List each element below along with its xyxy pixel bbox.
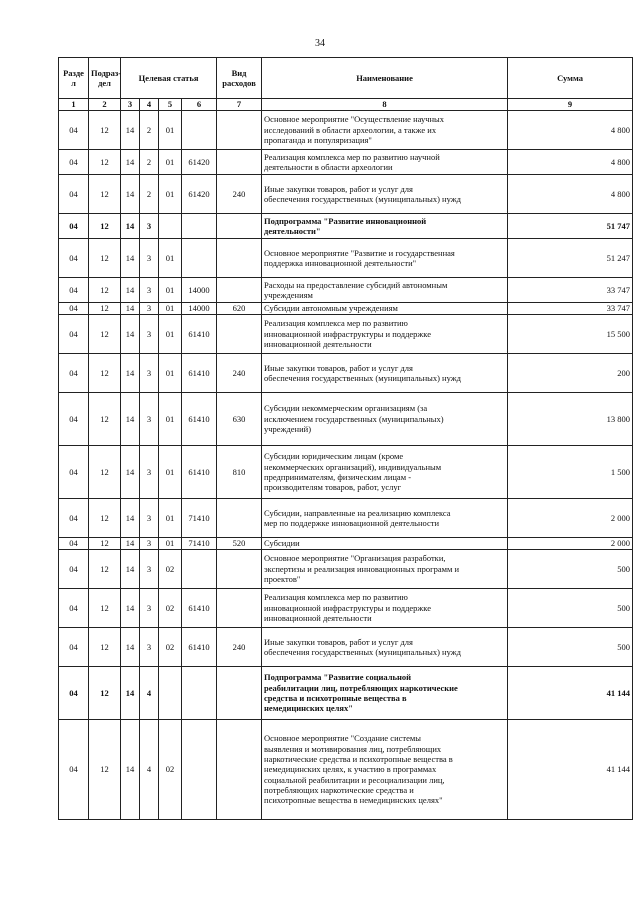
direction-cell: 61410 [182, 589, 217, 628]
column-number: 4 [140, 99, 159, 111]
sum-cell: 1 500 [508, 446, 633, 499]
razdel-cell: 04 [59, 278, 89, 303]
sum-cell: 13 800 [508, 393, 633, 446]
vid-rashodov-cell [217, 214, 262, 239]
table-row [59, 111, 633, 150]
table-row [59, 354, 633, 393]
podrazdel-cell: 12 [89, 589, 121, 628]
column-number: 9 [508, 99, 633, 111]
vid-rashodov-cell [217, 550, 262, 589]
razdel-cell: 04 [59, 499, 89, 538]
podrazdel-cell: 12 [89, 538, 121, 550]
name-cell: Основное мероприятие "Создание системы выявления и мотивирования лиц, потребляющих наркотические средства и психотропные вещества в немедицинских целях, к участию в программах социальной реабилитации и ресоциализации лиц, потребляющих наркотические средства и психотропные вещества в немедицинских целях" [262, 720, 508, 820]
name-cell: Субсидии некоммерческим организациям (за исключением государственных (муниципальных) учреждений) [262, 393, 508, 446]
event-cell: 01 [159, 239, 182, 278]
column-number: 2 [89, 99, 121, 111]
razdel-cell: 04 [59, 354, 89, 393]
event-cell: 01 [159, 446, 182, 499]
vid-rashodov-cell [217, 667, 262, 720]
sum-cell: 33 747 [508, 303, 633, 315]
podrazdel-cell: 12 [89, 550, 121, 589]
direction-cell [182, 550, 217, 589]
razdel-cell: 04 [59, 303, 89, 315]
table-row [59, 239, 633, 278]
direction-cell [182, 667, 217, 720]
podrazdel-cell: 12 [89, 111, 121, 150]
name-cell: Субсидии [262, 538, 508, 550]
column-number: 1 [59, 99, 89, 111]
sum-cell: 2 000 [508, 538, 633, 550]
subprogram-cell: 3 [140, 214, 159, 239]
subprogram-cell: 3 [140, 446, 159, 499]
program-cell: 14 [121, 354, 140, 393]
event-cell: 02 [159, 720, 182, 820]
subprogram-cell: 3 [140, 550, 159, 589]
column-number-row [59, 99, 633, 111]
table-row [59, 499, 633, 538]
podrazdel-cell: 12 [89, 175, 121, 214]
header-naimenovanie: Наименование [262, 58, 508, 99]
subprogram-cell: 3 [140, 239, 159, 278]
name-cell: Подпрограмма "Развитие инновационной деятельности" [262, 214, 508, 239]
header-summa: Сумма [508, 58, 633, 99]
event-cell [159, 667, 182, 720]
table-row [59, 278, 633, 303]
razdel-cell: 04 [59, 550, 89, 589]
direction-cell [182, 720, 217, 820]
event-cell: 01 [159, 111, 182, 150]
subprogram-cell: 2 [140, 175, 159, 214]
razdel-cell: 04 [59, 667, 89, 720]
name-cell: Реализация комплекса мер по развитию научной деятельности в области археологии [262, 150, 508, 175]
podrazdel-cell: 12 [89, 354, 121, 393]
razdel-cell: 04 [59, 175, 89, 214]
podrazdel-cell: 12 [89, 446, 121, 499]
podrazdel-cell: 12 [89, 150, 121, 175]
podrazdel-cell: 12 [89, 303, 121, 315]
name-cell: Подпрограмма "Развитие социальной реабилитации лиц, потребляющих наркотические средства и психотропные вещества в немедицинских целях" [262, 667, 508, 720]
name-cell: Реализация комплекса мер по развитию инновационной инфраструктуры и поддержке инновационной деятельности [262, 589, 508, 628]
table-header-row [59, 58, 633, 99]
razdel-cell: 04 [59, 239, 89, 278]
program-cell: 14 [121, 499, 140, 538]
vid-rashodov-cell: 620 [217, 303, 262, 315]
vid-rashodov-cell: 810 [217, 446, 262, 499]
table-row [59, 720, 633, 820]
name-cell: Реализация комплекса мер по развитию инновационной инфраструктуры и поддержке инновационной деятельности [262, 315, 508, 354]
name-cell: Иные закупки товаров, работ и услуг для обеспечения государственных (муниципальных) нужд [262, 175, 508, 214]
direction-cell: 61420 [182, 150, 217, 175]
program-cell: 14 [121, 214, 140, 239]
razdel-cell: 04 [59, 111, 89, 150]
table-row [59, 667, 633, 720]
sum-cell: 51 747 [508, 214, 633, 239]
razdel-cell: 04 [59, 538, 89, 550]
podrazdel-cell: 12 [89, 214, 121, 239]
sum-cell: 4 800 [508, 175, 633, 214]
event-cell: 01 [159, 278, 182, 303]
vid-rashodov-cell [217, 499, 262, 538]
program-cell: 14 [121, 150, 140, 175]
razdel-cell: 04 [59, 150, 89, 175]
subprogram-cell: 2 [140, 150, 159, 175]
vid-rashodov-cell: 520 [217, 538, 262, 550]
direction-cell: 61410 [182, 628, 217, 667]
direction-cell: 61420 [182, 175, 217, 214]
event-cell: 01 [159, 393, 182, 446]
program-cell: 14 [121, 315, 140, 354]
event-cell: 01 [159, 499, 182, 538]
sum-cell: 4 800 [508, 150, 633, 175]
direction-cell: 61410 [182, 354, 217, 393]
column-number: 3 [121, 99, 140, 111]
podrazdel-cell: 12 [89, 667, 121, 720]
direction-cell [182, 111, 217, 150]
table-row [59, 589, 633, 628]
column-number: 8 [262, 99, 508, 111]
event-cell: 01 [159, 354, 182, 393]
sum-cell: 51 247 [508, 239, 633, 278]
subprogram-cell: 3 [140, 538, 159, 550]
vid-rashodov-cell [217, 315, 262, 354]
program-cell: 14 [121, 303, 140, 315]
event-cell: 02 [159, 628, 182, 667]
event-cell: 01 [159, 315, 182, 354]
header-celevaya-statya: Целевая статья [121, 58, 217, 99]
subprogram-cell: 3 [140, 354, 159, 393]
direction-cell: 14000 [182, 303, 217, 315]
program-cell: 14 [121, 589, 140, 628]
sum-cell: 15 500 [508, 315, 633, 354]
event-cell: 01 [159, 303, 182, 315]
subprogram-cell: 3 [140, 393, 159, 446]
vid-rashodov-cell [217, 239, 262, 278]
direction-cell: 71410 [182, 499, 217, 538]
name-cell: Иные закупки товаров, работ и услуг для обеспечения государственных (муниципальных) нужд [262, 628, 508, 667]
vid-rashodov-cell [217, 111, 262, 150]
table-body [59, 111, 633, 820]
program-cell: 14 [121, 393, 140, 446]
name-cell: Расходы на предоставление субсидий автономным учреждениям [262, 278, 508, 303]
podrazdel-cell: 12 [89, 239, 121, 278]
podrazdel-cell: 12 [89, 628, 121, 667]
header-vid-rashodov: Вид расходов [217, 58, 262, 99]
razdel-cell: 04 [59, 589, 89, 628]
sum-cell: 2 000 [508, 499, 633, 538]
sum-cell: 500 [508, 550, 633, 589]
vid-rashodov-cell [217, 720, 262, 820]
subprogram-cell: 4 [140, 667, 159, 720]
direction-cell: 61410 [182, 446, 217, 499]
program-cell: 14 [121, 550, 140, 589]
column-number: 6 [182, 99, 217, 111]
vid-rashodov-cell [217, 150, 262, 175]
direction-cell: 61410 [182, 393, 217, 446]
sum-cell: 500 [508, 589, 633, 628]
name-cell: Субсидии юридическим лицам (кроме некоммерческих организаций), индивидуальным предпринимателям, физическим лицам - производителям товаров, работ, услуг [262, 446, 508, 499]
sum-cell: 41 144 [508, 667, 633, 720]
name-cell: Субсидии, направленные на реализацию комплекса мер по поддержке инновационной деятельности [262, 499, 508, 538]
sum-cell: 4 800 [508, 111, 633, 150]
vid-rashodov-cell: 240 [217, 628, 262, 667]
program-cell: 14 [121, 538, 140, 550]
table-row [59, 303, 633, 315]
page-number: 34 [315, 38, 325, 49]
subprogram-cell: 3 [140, 278, 159, 303]
name-cell: Субсидии автономным учреждениям [262, 303, 508, 315]
razdel-cell: 04 [59, 393, 89, 446]
direction-cell [182, 214, 217, 239]
razdel-cell: 04 [59, 720, 89, 820]
program-cell: 14 [121, 239, 140, 278]
subprogram-cell: 3 [140, 303, 159, 315]
table-row [59, 628, 633, 667]
razdel-cell: 04 [59, 214, 89, 239]
header-podrazdel: Подраз- дел [89, 58, 121, 99]
razdel-cell: 04 [59, 628, 89, 667]
subprogram-cell: 3 [140, 589, 159, 628]
event-cell: 02 [159, 589, 182, 628]
program-cell: 14 [121, 111, 140, 150]
program-cell: 14 [121, 720, 140, 820]
vid-rashodov-cell [217, 278, 262, 303]
event-cell [159, 214, 182, 239]
event-cell: 01 [159, 538, 182, 550]
program-cell: 14 [121, 278, 140, 303]
table-row [59, 550, 633, 589]
name-cell: Основное мероприятие "Осуществление научных исследований в области археологии, а также их пропаганда и популяризация" [262, 111, 508, 150]
direction-cell: 61410 [182, 315, 217, 354]
table-row [59, 315, 633, 354]
event-cell: 01 [159, 150, 182, 175]
name-cell: Иные закупки товаров, работ и услуг для обеспечения государственных (муниципальных) нужд [262, 354, 508, 393]
subprogram-cell: 4 [140, 720, 159, 820]
name-cell: Основное мероприятие "Развитие и государственная поддержка инновационной деятельности" [262, 239, 508, 278]
razdel-cell: 04 [59, 315, 89, 354]
podrazdel-cell: 12 [89, 315, 121, 354]
header-razdel: Разде л [59, 58, 89, 99]
table-row [59, 393, 633, 446]
podrazdel-cell: 12 [89, 278, 121, 303]
subprogram-cell: 2 [140, 111, 159, 150]
name-cell: Основное мероприятие "Организация разработки, экспертизы и реализация инновационных программ и проектов" [262, 550, 508, 589]
program-cell: 14 [121, 446, 140, 499]
column-number: 5 [159, 99, 182, 111]
table-row [59, 446, 633, 499]
column-number: 7 [217, 99, 262, 111]
vid-rashodov-cell: 630 [217, 393, 262, 446]
vid-rashodov-cell: 240 [217, 175, 262, 214]
podrazdel-cell: 12 [89, 720, 121, 820]
event-cell: 02 [159, 550, 182, 589]
program-cell: 14 [121, 628, 140, 667]
budget-table [58, 57, 633, 820]
program-cell: 14 [121, 175, 140, 214]
podrazdel-cell: 12 [89, 393, 121, 446]
subprogram-cell: 3 [140, 628, 159, 667]
direction-cell: 71410 [182, 538, 217, 550]
table-row [59, 150, 633, 175]
direction-cell [182, 239, 217, 278]
podrazdel-cell: 12 [89, 499, 121, 538]
vid-rashodov-cell: 240 [217, 354, 262, 393]
table-row [59, 175, 633, 214]
subprogram-cell: 3 [140, 315, 159, 354]
program-cell: 14 [121, 667, 140, 720]
sum-cell: 200 [508, 354, 633, 393]
sum-cell: 41 144 [508, 720, 633, 820]
event-cell: 01 [159, 175, 182, 214]
table-row [59, 214, 633, 239]
subprogram-cell: 3 [140, 499, 159, 538]
vid-rashodov-cell [217, 589, 262, 628]
direction-cell: 14000 [182, 278, 217, 303]
table-row [59, 538, 633, 550]
sum-cell: 500 [508, 628, 633, 667]
razdel-cell: 04 [59, 446, 89, 499]
sum-cell: 33 747 [508, 278, 633, 303]
